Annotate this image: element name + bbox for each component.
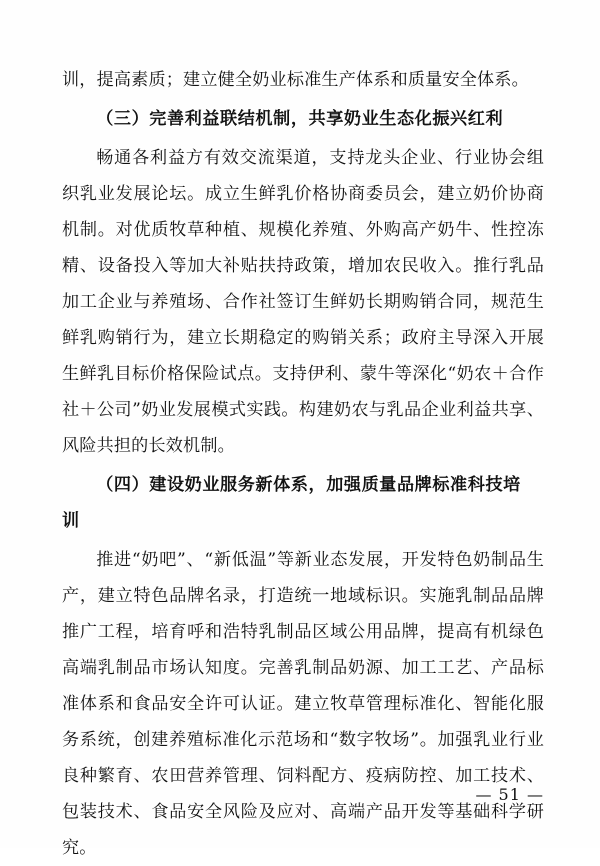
page-number: — 51 — bbox=[475, 785, 544, 804]
section-heading-3: （三）完善利益联结机制，共享奶业生态化振兴红利 bbox=[96, 109, 504, 129]
section-heading-4: （四）建设奶业服务新体系，加强质量品牌标准科技培 bbox=[96, 475, 521, 495]
document-body bbox=[62, 62, 544, 866]
section-3-paragraph: 畅通各利益方有效交流渠道，支持龙头企业、行业协会组织乳业发展论坛。成立生鲜乳价格协商委员会，建立奶价协商机制。对优质牧草种植、规模化养殖、外购高产奶牛、性控冻精、设备投入等加大补贴扶持政策，增加农民收入。推行乳品加工企业与养殖场、合作社签订生鲜奶长期购销合同，规范生鲜乳购销行为，建立长期稳定的购销关系；政府主导深入开展生鲜乳目标价格保险试点。支持伊利、蒙牛等深化“奶农＋合作社＋公司”奶业发展模式实践。构建奶农与乳品企业利益共享、风险共担的长效机制。 bbox=[62, 148, 544, 456]
section-4-paragraph: 推进“奶吧”、“新低温”等新业态发展，开发特色奶制品生产，建立特色品牌名录，打造统一地域标识。实施乳制品品牌推广工程，培育呼和浩特乳制品区域公用品牌，提高有机绿色高端乳制品市场认知度。完善乳制品奶源、加工工艺、产品标准体系和食品安全许可认证。建立牧草管理标准化、智能化服务系统，创建养殖标准化示范场和“数字牧场”。加强乳业行业良种繁育、农田营养管理、饲料配方、疫病防控、加工技术、包装技术、食品安全风险及应对、高端产品开发等基础科学研究。 bbox=[62, 550, 544, 858]
section-heading-4-continued: 训 bbox=[62, 511, 80, 531]
paragraph-continued: 训，提高素质；建立健全奶业标准生产体系和质量安全体系。 bbox=[62, 70, 529, 90]
